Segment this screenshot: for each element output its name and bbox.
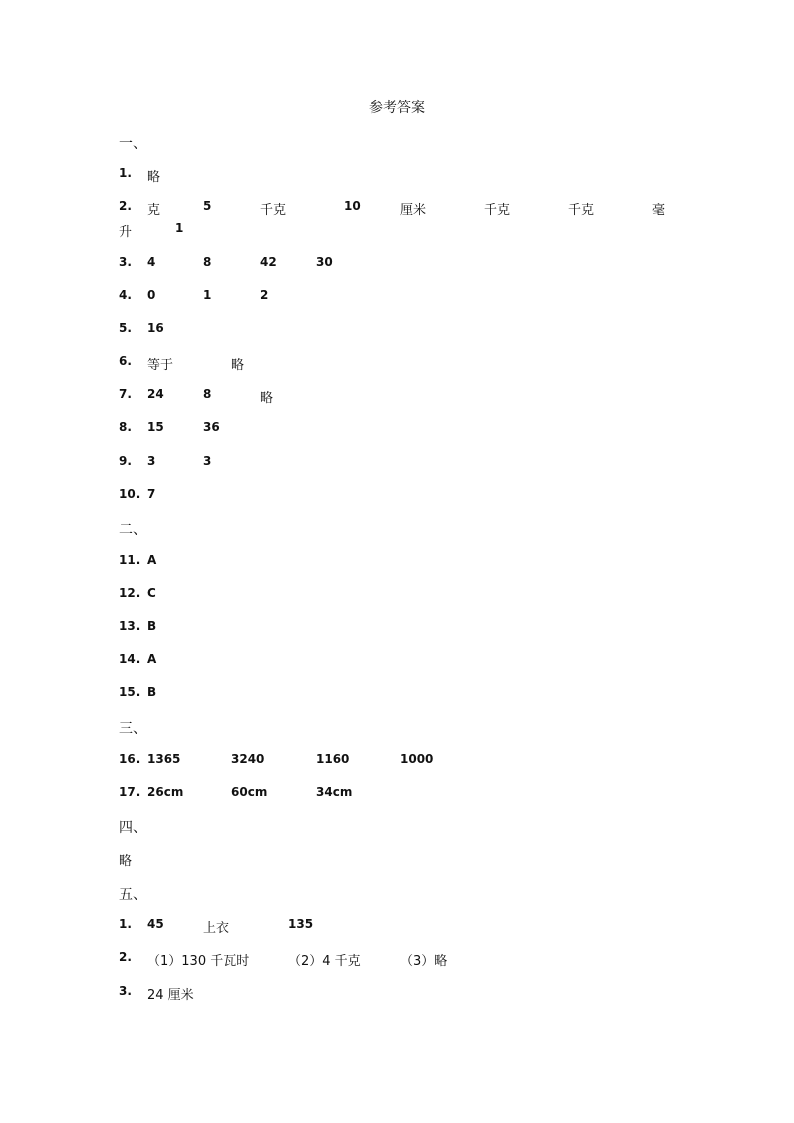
answer-value: 等于 [147, 358, 174, 373]
answer-value: 45 [147, 917, 164, 931]
answer-value: 毫 [652, 203, 666, 218]
answer-value: 千克 [260, 203, 287, 218]
section-heading-2: 二、 [119, 522, 147, 538]
answer-value: B [147, 619, 157, 633]
answer-value: 8 [203, 387, 212, 401]
answer-value: 26cm [147, 785, 184, 799]
question-number: 17. [119, 785, 141, 799]
answer-value: 千克 [484, 203, 511, 218]
question-number: 2. [119, 950, 132, 964]
question-number: 10. [119, 487, 141, 501]
answer-value: 135 [288, 917, 314, 931]
section-heading-4: 四、 [119, 820, 147, 836]
answer-value: （1）130 千瓦时 [147, 954, 250, 969]
answer-value: （3）略 [400, 954, 448, 969]
answer-value: 0 [147, 288, 156, 302]
answer-value: 略 [231, 358, 245, 373]
question-number: 9. [119, 454, 132, 468]
answer-value: 千克 [568, 203, 595, 218]
answer-value: 24 厘米 [147, 988, 194, 1003]
answer-value: 42 [260, 255, 277, 269]
answer-value: A [147, 553, 157, 567]
question-number: 4. [119, 288, 132, 302]
answer-value: 3 [147, 454, 156, 468]
answer-value: 1 [175, 221, 184, 235]
answer-value: 15 [147, 420, 164, 434]
answer-value: 16 [147, 321, 164, 335]
answer-value: 3 [203, 454, 212, 468]
answer-value: 1 [203, 288, 212, 302]
answer-value: 34cm [316, 785, 353, 799]
answer-value: A [147, 652, 157, 666]
answer-value: 60cm [231, 785, 268, 799]
question-number: 8. [119, 420, 132, 434]
answer-value: 1365 [147, 752, 181, 766]
question-number: 3. [119, 255, 132, 269]
answer-value: 5 [203, 199, 212, 213]
answer-value: 30 [316, 255, 333, 269]
question-number: 6. [119, 354, 132, 368]
answer-value: 上衣 [203, 921, 230, 936]
answer-value: 4 [147, 255, 156, 269]
page-title: 参考答案 [369, 100, 425, 116]
question-number: 1. [119, 166, 132, 180]
answer-value: 1000 [400, 752, 434, 766]
section-heading-1: 一、 [119, 136, 147, 152]
answer-row-section-4: 略 [119, 854, 133, 869]
section-heading-3: 三、 [119, 721, 147, 737]
answer-value: B [147, 685, 157, 699]
answer-value: 厘米 [400, 203, 427, 218]
question-number: 16. [119, 752, 141, 766]
answer-value: 略 [147, 170, 161, 185]
answer-value: 克 [147, 203, 161, 218]
answer-value: （2）4 千克 [288, 954, 361, 969]
question-number: 1. [119, 917, 132, 931]
answer-value: 1160 [316, 752, 350, 766]
question-number: 2. [119, 199, 132, 213]
answer-value: 8 [203, 255, 212, 269]
answer-value: 略 [260, 391, 274, 406]
answer-value: 升 [119, 225, 133, 240]
answer-value: 36 [203, 420, 220, 434]
answer-value: 2 [260, 288, 269, 302]
question-number: 12. [119, 586, 141, 600]
answer-value: 10 [344, 199, 361, 213]
question-number: 3. [119, 984, 132, 998]
question-number: 14. [119, 652, 141, 666]
answer-value: C [147, 586, 156, 600]
question-number: 11. [119, 553, 141, 567]
answer-value: 3240 [231, 752, 265, 766]
question-number: 13. [119, 619, 141, 633]
question-number: 15. [119, 685, 141, 699]
question-number: 5. [119, 321, 132, 335]
answer-value: 24 [147, 387, 164, 401]
answer-value: 7 [147, 487, 156, 501]
section-heading-5: 五、 [119, 887, 147, 903]
question-number: 7. [119, 387, 132, 401]
